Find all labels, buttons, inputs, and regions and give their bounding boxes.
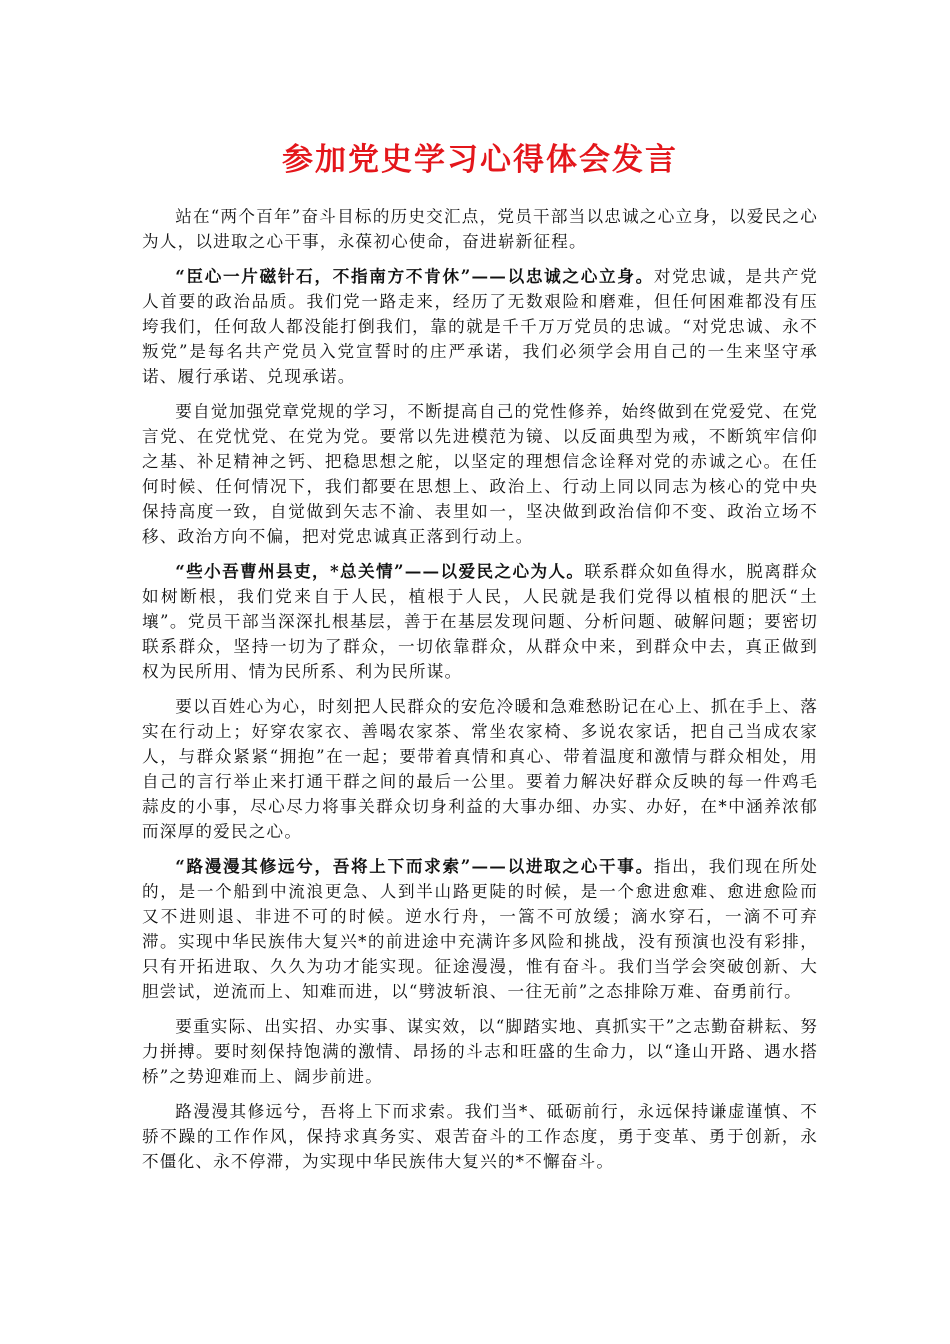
- paragraph-text: 路漫漫其修远兮，吾将上下而求索。我们当*、砥砺前行，永远保持谦虚谨慎、不骄不躁的工作作风，保持求真务实、艰苦奋斗的工作态度，勇于变革、勇于创新，永不僵化、永不停滞，为实现中华民族伟大复兴的*不懈奋斗。: [142, 1102, 818, 1171]
- paragraph-progress-detail: [142, 1014, 818, 1089]
- paragraph-people-detail: [142, 694, 818, 844]
- document-title: 参加党史学习心得体会发言: [282, 142, 678, 178]
- document-page: [142, 130, 818, 1184]
- paragraph-text: 要自觉加强党章党规的学习，不断提高自己的党性修养，始终做到在党爱党、在党言党、在党忧党、在党为党。要常以先进模范为镜、以反面典型为戒，不断筑牢信仰之基、补足精神之钙、把稳思想之舵，以坚定的理想信念诠释对党的赤诚之心。在任何时候、任何情况下，我们都要在思想上、政治上、行动上同以同志为核心的党中央保持高度一致，自觉做到矢志不渝、表里如一，坚决做到政治信仰不变、政治立场不移、政治方向不偏，把对党忠诚真正落到行动上。: [142, 402, 818, 546]
- paragraph-text: 要重实际、出实招、办实事、谋实效，以“脚踏实地、真抓实干”之志勤奋耕耘、努力拼搏。要时刻保持饱满的激情、昂扬的斗志和旺盛的生命力，以“逢山开路、遇水搭桥”之势迎难而上、阔步前进。: [142, 1017, 818, 1086]
- paragraph-lead: “些小吾曹州县吏，*总关情”——以爱民之心为人。: [175, 561, 585, 581]
- paragraph-text: 联系群众如鱼得水，脱离群众如树断根，我们党来自于人民，植根于人民，人民就是我们党得以植根的肥沃“土壤”。党员干部当深深扎根基层，善于在基层发现问题、分析问题、破解问题；要密切联系群众，坚持一切为了群众，一切依靠群众，从群众中来，到群众中去，真正做到权为民所用、情为民所系、利为民所谋。: [142, 562, 818, 681]
- paragraph-lead: “路漫漫其修远兮，吾将上下而求索”——以进取之心干事。: [175, 856, 654, 876]
- paragraph-people: [142, 559, 818, 684]
- paragraph-text: 站在“两个百年”奋斗目标的历史交汇点，党员干部当以忠诚之心立身，以爱民之心为人，以进取之心干事，永葆初心使命，奋进崭新征程。: [142, 207, 818, 251]
- paragraph-loyalty: [142, 264, 818, 389]
- paragraph-lead: “臣心一片磁针石，不指南方不肯休”——以忠诚之心立身。: [175, 266, 654, 286]
- paragraph-text: 要以百姓心为心，时刻把人民群众的安危冷暖和急难愁盼记在心上、抓在手上、落实在行动上；好穿农家衣、善喝农家茶、常坐农家椅、多说农家话，把自己当成农家人，与群众紧紧“拥抱”在一起；要带着真情和真心、带着温度和激情与群众相处，用自己的言行举止来打通干群之间的最后一公里。要着力解决好群众反映的每一件鸡毛蒜皮的小事，尽心尽力将事关群众切身利益的大事办细、办实、办好，在*中涵养浓郁而深厚的爱民之心。: [142, 697, 818, 841]
- paragraph-loyalty-detail: [142, 399, 818, 549]
- paragraph-text: 对党忠诚，是共产党人首要的政治品质。我们党一路走来，经历了无数艰险和磨难，但任何困难都没有压垮我们，任何敌人都没能打倒我们，靠的就是千千万万党员的忠诚。“对党忠诚、永不叛党”是每名共产党员入党宣誓时的庄严承诺，我们必须学会用自己的一生来坚守承诺、履行承诺、兑现承诺。: [142, 267, 818, 386]
- paragraph-text: 指出，我们现在所处的，是一个船到中流浪更急、人到半山路更陡的时候，是一个愈进愈难、愈进愈险而又不进则退、非进不可的时候。逆水行舟，一篙不可放缓；滴水穿石，一滴不可弃滞。实现中华民族伟大复兴*的前进途中充满许多风险和挑战，没有预演也没有彩排，只有开拓进取、久久为功才能实现。征途漫漫，惟有奋斗。我们当学会突破创新、大胆尝试，逆流而上、知难而进，以“劈波斩浪、一往无前”之态排除万难、奋勇前行。: [142, 857, 818, 1001]
- paragraph-progress: [142, 854, 818, 1004]
- paragraph-conclusion: [142, 1099, 818, 1174]
- paragraph-intro: [142, 204, 818, 254]
